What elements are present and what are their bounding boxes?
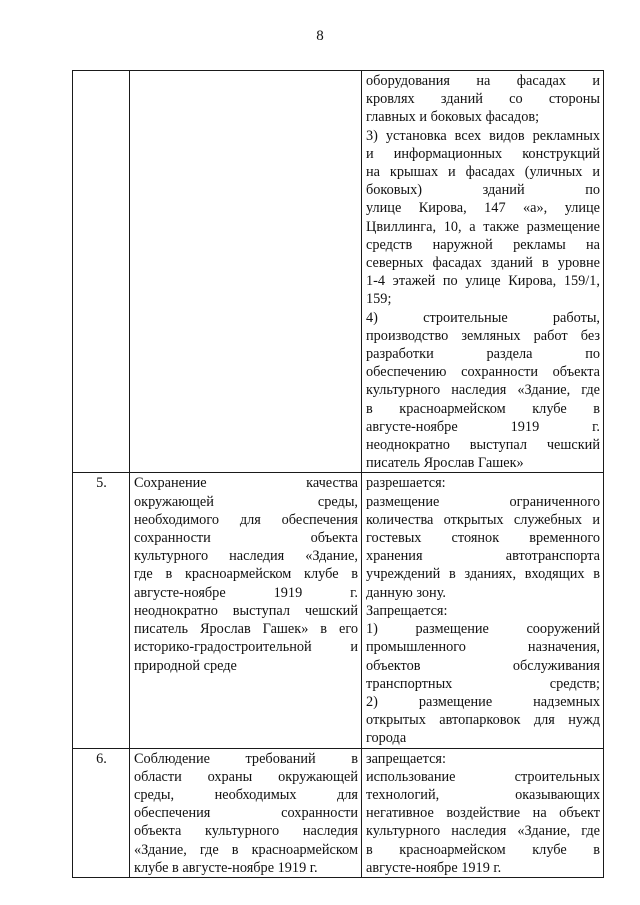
text-line: августе-ноябре 1919 г. [134,584,358,601]
text-line: объектов обслуживания [366,657,600,674]
paragraph [366,750,600,877]
text-line: учреждений в зданиях, входящих в [366,566,600,583]
table-row [73,71,604,473]
text-line: неоднократно выступал чешский [366,437,600,454]
text-line: гостевых стоянок временного [366,530,600,547]
text-line: Соблюдение требований в [134,750,358,767]
text-line: культурного наследия «Здание, где [366,823,600,840]
text-line: обеспечения сохранности [134,805,358,822]
paragraph [366,309,600,473]
text-line: негативное воздействие на объект [366,805,600,822]
text-line: открытых автопарковок для нужд [366,712,600,729]
table-row [73,748,604,877]
requirement-cell [130,748,362,877]
text-line: клубе в августе-ноябре 1919 г. [134,859,318,876]
text-line: культурного наследия «Здание, где [366,382,600,399]
regime-cell [362,71,604,473]
row-number-cell: 5. [73,473,130,748]
text-line: «Здание, где в красноармейском [134,841,358,858]
text-line: 3) установка всех видов рекламных [366,127,600,144]
text-line: главных и боковых фасадов; [366,109,540,126]
text-line: транспортных средств; [366,675,600,692]
text-line: историко-градостроительной и [134,639,358,656]
paragraph [366,72,600,127]
regime-cell [362,473,604,748]
text-line: города [366,730,407,747]
text-line: Запрещается: [366,602,448,619]
text-line: в красноармейском клубе в [366,841,600,858]
text-line: окружающей среды, [134,493,358,510]
text-line: неоднократно выступал чешский [134,602,358,619]
text-line: промышленного назначения, [366,639,600,656]
paragraph [366,602,600,748]
text-line: боковых) зданий по [366,182,600,199]
text-line: в красноармейском клубе в [366,400,600,417]
text-line: культурного наследия «Здание, [134,548,358,565]
regime-cell [362,748,604,877]
text-line: 1-4 этажей по улице Кирова, 159/1, [366,273,600,290]
text-line: хранения автотранспорта [366,548,600,565]
text-line: области охраны окружающей [134,768,358,785]
text-line: количества открытых служебных и [366,511,600,528]
text-line: северных фасадах зданий в уровне [366,255,600,272]
text-line: данную зону. [366,584,446,601]
text-line: 1) размещение сооружений [366,621,600,638]
text-line: 2) размещение надземных [366,693,600,710]
text-line: производство земляных работ без [366,327,600,344]
text-line: разрешается: [366,475,446,492]
text-line: кровлях зданий со стороны [366,91,600,108]
text-line: обеспечению сохранности объекта [366,364,600,381]
text-line: августе-ноябре 1919 г. [366,418,600,435]
text-line: среды, необходимых для [134,786,358,803]
text-line: объекта культурного наследия [134,823,358,840]
text-line: размещение ограниченного [366,493,600,510]
table-row [73,473,604,748]
text-line: использование строительных [366,768,600,785]
text-line: оборудования на фасадах и [366,73,600,89]
text-line: Цвиллинга, 10, а также размещение [366,218,600,235]
text-line: технологий, оказывающих [366,786,600,803]
text-line: природной среде [134,657,237,674]
paragraph [366,127,600,309]
text-line: сохранности объекта [134,530,358,547]
paragraph [366,474,600,601]
text-line: Сохранение качества [134,475,358,492]
text-line: писатель Ярослав Гашек» в его [134,621,358,638]
text-line: 4) строительные работы, [366,309,600,326]
text-line: разработки раздела по [366,346,600,363]
text-line: необходимого для обеспечения [134,511,358,528]
text-line: средств наружной рекламы на [366,236,600,253]
text-line: где в красноармейском клубе в [134,566,358,583]
text-line: запрещается: [366,750,446,767]
text-line: августе-ноябре 1919 г. [366,859,502,876]
row-number-cell: 6. [73,748,130,877]
regulations-table [72,70,604,878]
text-line: на крышах и фасадах (уличных и [366,164,600,181]
text-line: писатель Ярослав Гашек» [366,455,524,472]
text-line: улице Кирова, 147 «а», улице [366,200,600,217]
page-number: 8 [316,28,324,44]
requirement-cell [130,71,362,473]
text-line: 159; [366,291,392,308]
requirement-cell [130,473,362,748]
row-number-cell [73,71,130,473]
text-line: и информационных конструкций [366,145,600,162]
